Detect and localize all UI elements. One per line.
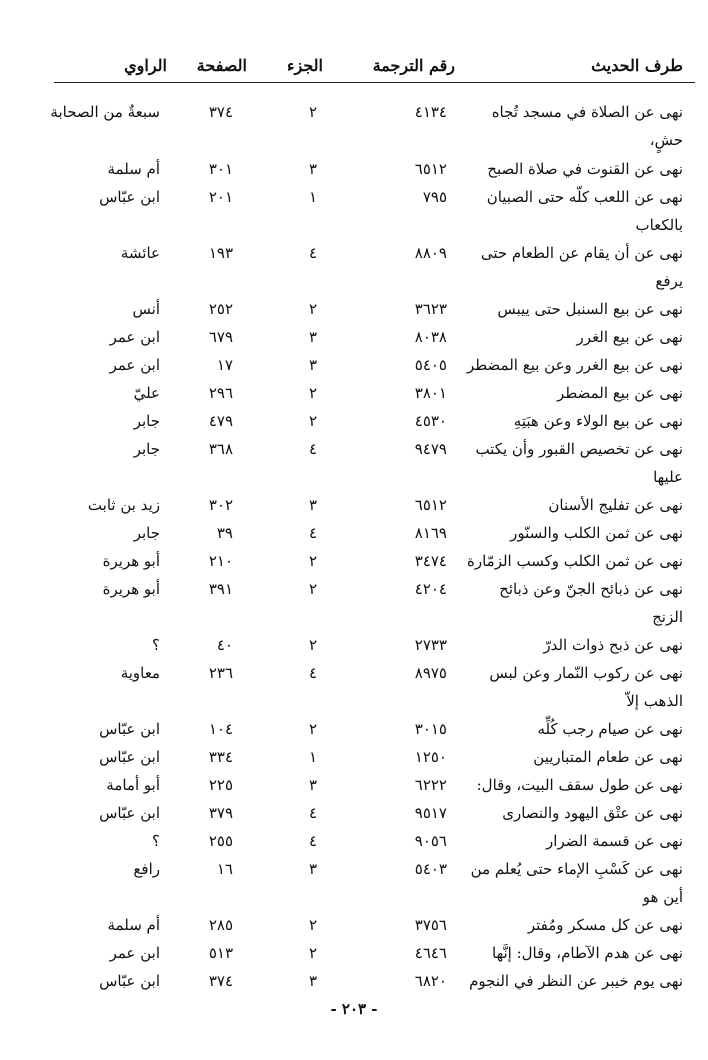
row-tarjama-number: ٤١٣٤	[414, 103, 447, 121]
row-tarjama-number: ٣٠١٥	[414, 720, 447, 738]
row-page-number: ٣٧٩	[208, 804, 233, 822]
row-juz-number: ٢	[308, 552, 317, 570]
row-page-number: ٣٠١	[208, 160, 233, 178]
row-tarjama-number: ٥٤٠٥	[414, 356, 447, 374]
row-hadith-text: نهى عن تخصيص القبور وأن يكتب عليها	[475, 440, 683, 486]
row-juz-number: ٢	[308, 636, 317, 654]
row-tarjama-number: ٤٦٤٦	[414, 944, 447, 962]
row-page-number: ٣٣٤	[208, 748, 233, 766]
row-page-number: ٢٨٥	[208, 916, 233, 934]
row-juz-number: ٢	[308, 300, 317, 318]
row-tarjama-number: ٦٢٢٢	[414, 776, 447, 794]
row-juz-number: ٤	[308, 524, 317, 542]
row-tarjama-number: ٩٤٧٩	[414, 440, 447, 458]
row-rawi-name: أبو هريرة	[102, 580, 160, 598]
row-tarjama-number: ٦٥١٢	[414, 496, 447, 514]
row-hadith-text: نهى يوم خيبر عن النظر في النجوم	[469, 972, 683, 990]
row-tarjama-number: ٤٢٠٤	[414, 580, 447, 598]
row-rawi-name: ابن عبّاس	[99, 748, 160, 766]
row-rawi-name: جابر	[133, 440, 160, 458]
row-page-number: ٢٢٥	[208, 776, 233, 794]
row-page-number: ٣٠٢	[208, 496, 233, 514]
row-juz-number: ٣	[308, 356, 317, 374]
row-juz-number: ٤	[308, 804, 317, 822]
header-juz: الجزء	[287, 56, 323, 75]
row-juz-number: ٢	[308, 916, 317, 934]
row-hadith-text: نهى عن بيع الغرر وعن بيع المضطر	[466, 356, 683, 374]
row-rawi-name: ؟	[152, 636, 160, 654]
row-tarjama-number: ٢٧٣٣	[414, 636, 447, 654]
row-tarjama-number: ١٢٥٠	[414, 748, 447, 766]
row-page-number: ٢٩٦	[208, 384, 233, 402]
row-hadith-text: نهى عن قسمة الضرار	[546, 832, 683, 850]
row-hadith-text: نهى عن طول سقف البيت، وقال:	[476, 776, 683, 794]
row-juz-number: ٣	[308, 860, 317, 878]
row-page-number: ١٧	[216, 356, 233, 374]
row-tarjama-number: ٥٤٠٣	[414, 860, 447, 878]
row-page-number: ٣٩١	[208, 580, 233, 598]
row-juz-number: ٢	[308, 720, 317, 738]
row-rawi-name: ابن عمر	[109, 944, 160, 962]
row-hadith-text: نهى عن بيع السنبل حتى ييبس	[497, 300, 683, 318]
row-hadith-text: نهى عن ثمن الكلب والسنّور	[510, 524, 683, 542]
row-tarjama-number: ٨٨٠٩	[414, 244, 447, 262]
row-rawi-name: ابن عمر	[109, 356, 160, 374]
row-tarjama-number: ٣٦٢٣	[414, 300, 447, 318]
row-rawi-name: أم سلمة	[107, 916, 160, 934]
row-rawi-name: جابر	[133, 412, 160, 430]
row-rawi-name: ابن عمر	[109, 328, 160, 346]
row-tarjama-number: ٦٥١٢	[414, 160, 447, 178]
row-page-number: ٢٥٢	[208, 300, 233, 318]
row-hadith-text: نهى عن ذبائح الجنّ وعن ذبائح الزنج	[499, 580, 683, 626]
row-hadith-text: نهى عن أن يقام عن الطعام حتى يرفع	[480, 244, 683, 290]
row-juz-number: ٤	[308, 244, 317, 262]
row-page-number: ١٩٣	[208, 244, 233, 262]
row-juz-number: ٣	[308, 328, 317, 346]
row-juz-number: ٢	[308, 944, 317, 962]
row-juz-number: ١	[308, 188, 317, 206]
row-juz-number: ٣	[308, 160, 317, 178]
header-tarjama: رقم الترجمة	[372, 56, 455, 75]
row-tarjama-number: ٦٨٢٠	[414, 972, 447, 990]
row-rawi-name: ؟	[152, 832, 160, 850]
row-juz-number: ٤	[308, 664, 317, 682]
row-rawi-name: زيد بن ثابت	[87, 496, 160, 514]
row-juz-number: ٢	[308, 384, 317, 402]
row-hadith-text: نهى عن صيام رجب كُلِّه	[537, 720, 683, 738]
row-rawi-name: جابر	[133, 524, 160, 542]
row-hadith-text: نهى عن القنوت في صلاة الصبح	[487, 160, 683, 178]
row-tarjama-number: ٩٥١٧	[414, 804, 447, 822]
row-rawi-name: رافع	[133, 860, 160, 878]
row-page-number: ٣٧٤	[208, 103, 233, 121]
row-hadith-text: نهى عن ركوب النّمار وعن لبس الذهب إلاّ	[489, 664, 683, 710]
row-page-number: ٤٧٩	[208, 412, 233, 430]
row-page-number: ٦٧٩	[208, 328, 233, 346]
row-hadith-text: نهى عن كل مسكر ومُفتر	[527, 916, 683, 934]
row-hadith-text: نهى عن بيع المضطر	[557, 384, 683, 402]
row-hadith-text: نهى عن تفليج الأسنان	[548, 496, 683, 514]
row-hadith-text: نهى عن ثمن الكلب وكسب الزمّارة	[467, 552, 683, 570]
row-page-number: ٢٠١	[208, 188, 233, 206]
row-page-number: ١٠٤	[208, 720, 233, 738]
row-juz-number: ٢	[308, 580, 317, 598]
row-tarjama-number: ٧٩٥	[422, 188, 447, 206]
row-page-number: ٣٦٨	[208, 440, 233, 458]
row-juz-number: ٤	[308, 832, 317, 850]
row-rawi-name: عليّ	[133, 384, 160, 402]
row-tarjama-number: ٣٨٠١	[414, 384, 447, 402]
row-page-number: ٢٣٦	[208, 664, 233, 682]
row-hadith-text: نهى عن بيع الولاء وعن هبَتِهِ	[513, 412, 683, 430]
header-page: الصفحة	[196, 56, 247, 75]
row-tarjama-number: ٣٧٥٦	[414, 916, 447, 934]
row-rawi-name: أنس	[132, 300, 160, 318]
row-juz-number: ٣	[308, 972, 317, 990]
row-juz-number: ٢	[308, 103, 317, 121]
row-page-number: ٣٩	[216, 524, 233, 542]
row-tarjama-number: ٩٠٥٦	[414, 832, 447, 850]
row-rawi-name: ابن عبّاس	[99, 720, 160, 738]
row-hadith-text: نهى عن اللعب كلّه حتى الصبيان بالكعاب	[486, 188, 683, 234]
row-juz-number: ٢	[308, 412, 317, 430]
row-juz-number: ٣	[308, 776, 317, 794]
row-hadith-text: نهى عن هدم الآطام، وقال: إنَّها	[492, 944, 683, 962]
row-hadith-text: نهى عن طعام المتباريين	[533, 748, 683, 766]
row-rawi-name: ابن عبّاس	[99, 188, 160, 206]
row-juz-number: ٤	[308, 440, 317, 458]
table-header	[54, 52, 695, 83]
row-juz-number: ٣	[308, 496, 317, 514]
row-page-number: ٢١٠	[208, 552, 233, 570]
row-page-number: ٣٧٤	[208, 972, 233, 990]
row-hadith-text: نهى عن الصلاة في مسجد تُجاه حشٍ،	[491, 103, 683, 149]
row-tarjama-number: ٨٠٣٨	[414, 328, 447, 346]
row-rawi-name: ابن عبّاس	[99, 972, 160, 990]
header-rawi: الراوي	[124, 56, 167, 75]
page-number: - ٢٠٣ -	[330, 1000, 378, 1018]
row-hadith-text: نهى عن عتْق اليهود والنصارى	[502, 804, 683, 822]
row-rawi-name: عائشة	[120, 244, 160, 262]
row-tarjama-number: ٨١٦٩	[414, 524, 447, 542]
row-page-number: ٥١٣	[208, 944, 233, 962]
row-page-number: ١٦	[216, 860, 233, 878]
row-rawi-name: أم سلمة	[107, 160, 160, 178]
row-rawi-name: أبو هريرة	[102, 552, 160, 570]
row-tarjama-number: ٣٤٧٤	[414, 552, 447, 570]
row-page-number: ٤٠	[216, 636, 233, 654]
row-tarjama-number: ٤٥٣٠	[414, 412, 447, 430]
header-hadith: طرف الحديث	[591, 56, 683, 75]
row-tarjama-number: ٨٩٧٥	[414, 664, 447, 682]
row-page-number: ٢٥٥	[208, 832, 233, 850]
row-hadith-text: نهى عن كَسْبِ الإماء حتى يُعلم من أين هو	[470, 860, 683, 906]
row-hadith-text: نهى عن بيع الغرر	[576, 328, 683, 346]
row-rawi-name: سبعةٌ من الصحابة	[50, 103, 160, 121]
row-rawi-name: ابن عبّاس	[99, 804, 160, 822]
row-rawi-name: معاوية	[120, 664, 160, 682]
row-hadith-text: نهى عن ذبح ذوات الدرّ	[543, 636, 683, 654]
row-juz-number: ١	[308, 748, 317, 766]
row-rawi-name: أبو أمامة	[106, 776, 160, 794]
